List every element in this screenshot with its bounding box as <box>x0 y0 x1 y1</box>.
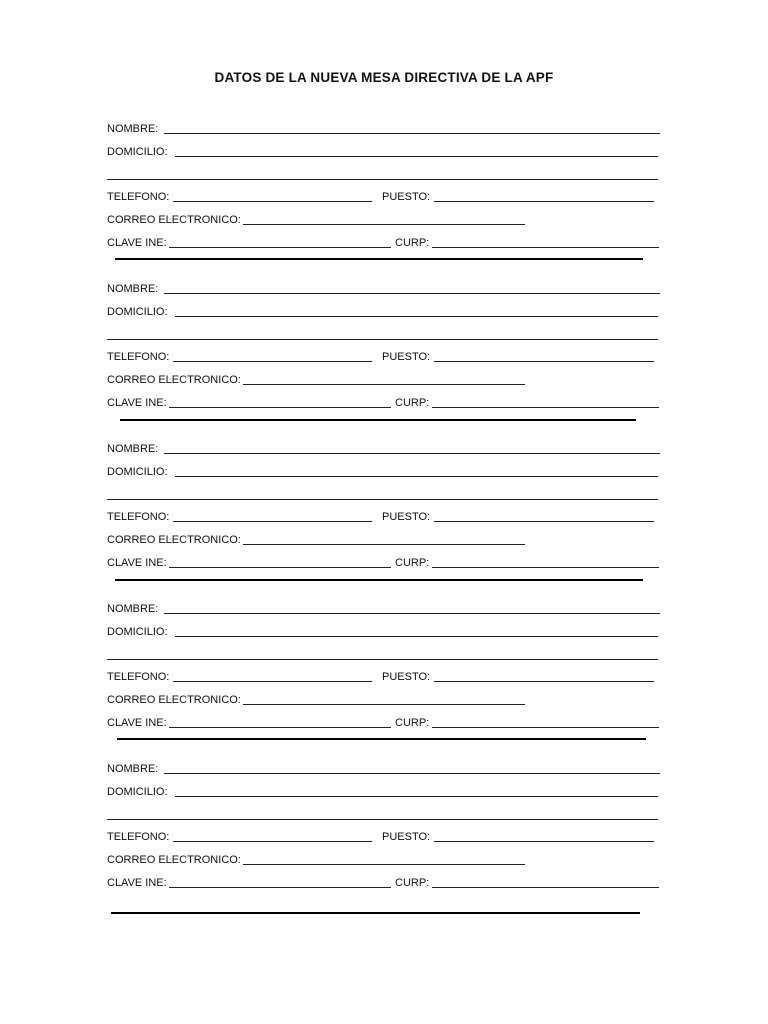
curp-field[interactable] <box>432 887 659 888</box>
telefono-label: TELEFONO: <box>107 671 170 683</box>
clave-curp-row <box>107 395 660 411</box>
puesto-label: PUESTO: <box>382 671 431 683</box>
nombre-label: NOMBRE: <box>107 763 159 775</box>
domicilio-label: DOMICILIO: <box>107 786 168 798</box>
member-form-block <box>0 441 768 601</box>
curp-field[interactable] <box>432 407 659 408</box>
domicilio-continuation-field[interactable] <box>107 179 658 180</box>
nombre-label: NOMBRE: <box>107 123 159 135</box>
correo-label: CORREO ELECTRONICO: <box>107 534 241 546</box>
clave-curp-row <box>107 715 660 731</box>
domicilio-continuation-field[interactable] <box>107 659 658 660</box>
member-form-block <box>0 601 768 761</box>
puesto-field[interactable] <box>434 841 654 842</box>
telefono-label: TELEFONO: <box>107 351 170 363</box>
domicilio-continuation-field[interactable] <box>107 819 658 820</box>
domicilio-row <box>107 624 658 640</box>
member-form-block <box>0 121 768 281</box>
clave-ine-label: CLAVE INE: <box>107 557 167 569</box>
correo-field[interactable] <box>243 864 525 865</box>
puesto-field[interactable] <box>434 201 654 202</box>
domicilio-field[interactable] <box>175 316 658 317</box>
telefono-puesto-row <box>107 829 655 845</box>
curp-field[interactable] <box>432 247 659 248</box>
clave-ine-field[interactable] <box>169 247 391 248</box>
clave-ine-label: CLAVE INE: <box>107 237 167 249</box>
telefono-label: TELEFONO: <box>107 511 170 523</box>
separator-line <box>117 738 646 740</box>
clave-curp-row <box>107 235 660 251</box>
clave-curp-row <box>107 555 660 571</box>
nombre-field[interactable] <box>164 613 660 614</box>
telefono-field[interactable] <box>173 361 372 362</box>
puesto-label: PUESTO: <box>382 191 431 203</box>
curp-label: CURP: <box>395 717 430 729</box>
nombre-field[interactable] <box>164 453 660 454</box>
telefono-field[interactable] <box>173 681 372 682</box>
puesto-field[interactable] <box>434 361 654 362</box>
telefono-puesto-row <box>107 509 655 525</box>
clave-ine-field[interactable] <box>169 887 391 888</box>
curp-label: CURP: <box>395 397 430 409</box>
domicilio-continuation-field[interactable] <box>107 499 658 500</box>
separator-line <box>115 258 643 260</box>
correo-row <box>107 852 526 868</box>
correo-row <box>107 532 526 548</box>
domicilio-label: DOMICILIO: <box>107 306 168 318</box>
clave-ine-field[interactable] <box>169 567 391 568</box>
nombre-row <box>107 441 660 457</box>
clave-ine-field[interactable] <box>169 727 391 728</box>
clave-ine-label: CLAVE INE: <box>107 877 167 889</box>
nombre-field[interactable] <box>164 773 660 774</box>
clave-ine-label: CLAVE INE: <box>107 717 167 729</box>
curp-field[interactable] <box>432 727 659 728</box>
telefono-field[interactable] <box>173 521 372 522</box>
domicilio-continuation-row <box>107 487 658 503</box>
nombre-field[interactable] <box>164 293 660 294</box>
puesto-field[interactable] <box>434 681 654 682</box>
domicilio-row <box>107 144 658 160</box>
puesto-label: PUESTO: <box>382 831 431 843</box>
puesto-label: PUESTO: <box>382 351 431 363</box>
clave-curp-row <box>107 875 660 891</box>
separator-line <box>111 912 640 914</box>
correo-label: CORREO ELECTRONICO: <box>107 694 241 706</box>
telefono-label: TELEFONO: <box>107 191 170 203</box>
domicilio-label: DOMICILIO: <box>107 146 168 158</box>
nombre-row <box>107 601 660 617</box>
nombre-row <box>107 121 660 137</box>
correo-label: CORREO ELECTRONICO: <box>107 374 241 386</box>
curp-label: CURP: <box>395 237 430 249</box>
correo-field[interactable] <box>243 224 525 225</box>
nombre-label: NOMBRE: <box>107 443 159 455</box>
separator-line <box>120 419 636 421</box>
correo-label: CORREO ELECTRONICO: <box>107 214 241 226</box>
domicilio-continuation-row <box>107 807 658 823</box>
telefono-puesto-row <box>107 189 655 205</box>
puesto-label: PUESTO: <box>382 511 431 523</box>
correo-field[interactable] <box>243 384 525 385</box>
curp-label: CURP: <box>395 877 430 889</box>
correo-row <box>107 372 526 388</box>
correo-label: CORREO ELECTRONICO: <box>107 854 241 866</box>
telefono-puesto-row <box>107 669 655 685</box>
domicilio-field[interactable] <box>175 476 658 477</box>
domicilio-row <box>107 464 658 480</box>
telefono-field[interactable] <box>173 841 372 842</box>
curp-label: CURP: <box>395 557 430 569</box>
domicilio-row <box>107 784 658 800</box>
domicilio-continuation-field[interactable] <box>107 339 658 340</box>
domicilio-continuation-row <box>107 647 658 663</box>
member-form-block <box>0 281 768 441</box>
nombre-row <box>107 281 660 297</box>
domicilio-continuation-row <box>107 327 658 343</box>
separator-line <box>115 579 643 581</box>
correo-row <box>107 692 526 708</box>
domicilio-label: DOMICILIO: <box>107 626 168 638</box>
nombre-label: NOMBRE: <box>107 283 159 295</box>
correo-field[interactable] <box>243 704 525 705</box>
telefono-puesto-row <box>107 349 655 365</box>
correo-row <box>107 212 526 228</box>
domicilio-field[interactable] <box>175 156 658 157</box>
nombre-row <box>107 761 660 777</box>
domicilio-continuation-row <box>107 167 658 183</box>
nombre-label: NOMBRE: <box>107 603 159 615</box>
telefono-field[interactable] <box>173 201 372 202</box>
nombre-field[interactable] <box>164 133 660 134</box>
domicilio-field[interactable] <box>175 636 658 637</box>
curp-field[interactable] <box>432 567 659 568</box>
clave-ine-field[interactable] <box>169 407 391 408</box>
telefono-label: TELEFONO: <box>107 831 170 843</box>
puesto-field[interactable] <box>434 521 654 522</box>
domicilio-row <box>107 304 658 320</box>
clave-ine-label: CLAVE INE: <box>107 397 167 409</box>
domicilio-label: DOMICILIO: <box>107 466 168 478</box>
member-form-block <box>0 761 768 921</box>
document-title: DATOS DE LA NUEVA MESA DIRECTIVA DE LA APF <box>214 70 554 85</box>
domicilio-field[interactable] <box>175 796 658 797</box>
correo-field[interactable] <box>243 544 525 545</box>
